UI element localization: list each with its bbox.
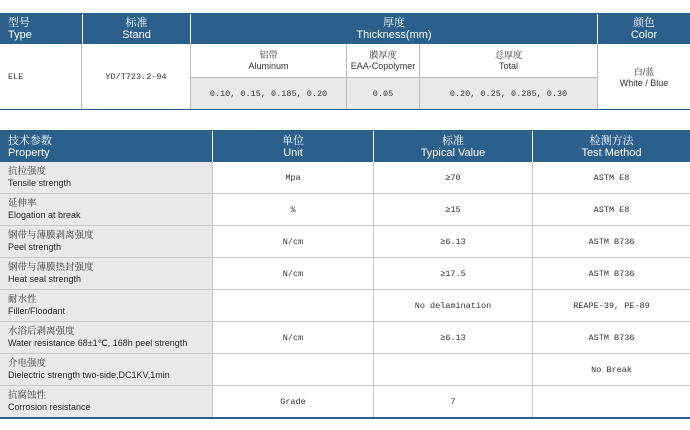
unit-cell: Mpa: [213, 162, 374, 193]
header-typical-en: Typical Value: [420, 146, 486, 159]
header-type-en: Type: [8, 29, 32, 41]
table-row: [0, 386, 690, 419]
subheader-total-zh: 总厚度: [494, 49, 522, 60]
unit-cell: %: [213, 194, 374, 225]
header-color: [598, 14, 690, 44]
header-type-zh: 型号: [8, 17, 30, 29]
property-zh: 钢带与薄膜热封强度: [8, 262, 94, 273]
thickness-row: [0, 44, 690, 110]
property-en: Heat seal strength: [8, 274, 82, 284]
header-color-zh: 颜色: [633, 17, 655, 29]
subheader-aluminum-zh: 铝带: [259, 49, 278, 60]
copolymer-value-text: 0.05: [372, 88, 394, 99]
unit-cell: N/cm: [213, 226, 374, 257]
subheader-aluminum: [191, 44, 347, 77]
subheader-copolymer: [347, 44, 420, 77]
subheader-aluminum-en: Aluminum: [248, 60, 289, 71]
header-method-zh: 检测方法: [589, 134, 634, 147]
method-cell: ASTM B736: [588, 268, 635, 279]
property-table: [0, 130, 690, 419]
unit-cell: [213, 290, 374, 321]
table-row: [0, 258, 690, 290]
header-stand-en: Stand: [122, 29, 151, 41]
header-typical-zh: 标准: [442, 134, 464, 147]
method-cell: [533, 386, 690, 417]
header-thickness: [191, 14, 598, 44]
unit-cell: N/cm: [213, 258, 374, 289]
header-unit-zh: 单位: [282, 134, 304, 147]
header-method: [533, 131, 690, 162]
table-row: [0, 162, 690, 194]
method-cell: ASTM E8: [593, 204, 630, 215]
property-name: [0, 258, 213, 289]
aluminum-value-text: 0.10, 0.15, 0.185, 0.20: [209, 88, 328, 99]
thickness-table-header: [0, 14, 690, 44]
property-zh: 钢带与薄膜剥离强度: [8, 230, 94, 241]
typical-cell: ≥17.5: [374, 258, 533, 289]
header-property-en: Property: [8, 146, 50, 159]
color-value-en: White / Blue: [619, 78, 669, 88]
method-cell: ASTM E8: [593, 172, 630, 183]
subheader-total-en: Total: [498, 60, 518, 71]
table-row: [0, 194, 690, 226]
table-row: [0, 354, 690, 386]
header-property: [0, 131, 213, 162]
method-cell: REAPE-39, PE-89: [573, 300, 650, 311]
property-en: Peel strength: [8, 242, 62, 252]
typical-cell: No delamination: [374, 290, 533, 321]
table-row: [0, 322, 690, 354]
copolymer-value: [347, 78, 420, 109]
property-zh: 抗拉强度: [8, 166, 47, 177]
unit-cell: N/cm: [213, 322, 374, 353]
type-value: ELE: [0, 44, 82, 109]
property-name: [0, 226, 213, 257]
color-value-zh: 白/蓝: [633, 67, 655, 77]
property-en: Tensile strength: [8, 178, 72, 188]
unit-cell: [213, 354, 374, 385]
property-zh: 延伸率: [8, 198, 37, 209]
typical-cell: 7: [374, 386, 533, 417]
table-row: [0, 290, 690, 322]
header-color-en: Color: [630, 29, 658, 41]
method-cell: ASTM B736: [588, 236, 635, 247]
thickness-subheaders: [191, 44, 597, 78]
thickness-table: [0, 13, 690, 110]
property-name: [0, 386, 213, 417]
property-zh: 介电强度: [8, 358, 47, 369]
typical-cell: ≥6.13: [374, 322, 533, 353]
total-value-text: 0.20, 0.25, 0.285, 0.30: [449, 88, 568, 99]
property-rows: [0, 162, 690, 419]
unit-cell: Grade: [213, 386, 374, 417]
typical-cell: ≥6.13: [374, 226, 533, 257]
property-en: Water resistance 68±1℃, 168h peel strength: [8, 338, 188, 348]
method-cell: No Break: [591, 364, 632, 375]
property-name: [0, 322, 213, 353]
header-thickness-zh: 厚度: [383, 17, 405, 29]
header-unit-en: Unit: [283, 146, 303, 159]
total-value: [420, 78, 597, 109]
property-zh: 耐水性: [8, 294, 37, 305]
subheader-total: [420, 44, 597, 77]
thickness-cell: [191, 44, 598, 109]
header-typical: [374, 131, 533, 162]
method-cell: ASTM B736: [588, 332, 635, 343]
typical-cell: ≥15: [374, 194, 533, 225]
header-property-zh: 技术参数: [8, 134, 52, 147]
property-zh: 水浴后剥离强度: [8, 326, 75, 337]
property-name: [0, 194, 213, 225]
property-table-header: [0, 131, 690, 162]
header-type: [0, 14, 83, 44]
aluminum-value: [191, 78, 347, 109]
color-value: [598, 44, 690, 109]
header-stand-zh: 标准: [125, 17, 148, 29]
header-unit: [213, 131, 374, 162]
header-stand: [83, 14, 191, 44]
typical-cell: ≥70: [374, 162, 533, 193]
typical-cell: [374, 354, 533, 385]
property-en: Elogation at break: [8, 210, 81, 220]
property-name: [0, 162, 213, 193]
subheader-copolymer-en: EAA-Copolymer: [350, 60, 416, 71]
property-zh: 抗腐蚀性: [8, 390, 47, 401]
table-row: [0, 226, 690, 258]
thickness-values: [191, 78, 597, 109]
header-method-en: Test Method: [581, 146, 642, 159]
subheader-copolymer-zh: 膜厚度: [369, 49, 397, 60]
property-en: Filler/Floodant: [8, 306, 66, 316]
property-en: Dielectric strength two-side,DC1KV,1min: [8, 370, 170, 380]
header-thickness-en: Thickness(mm): [356, 29, 432, 41]
property-en: Corrosion resistance: [8, 402, 91, 412]
property-name: [0, 354, 213, 385]
stand-value: YD/T723.2-94: [82, 44, 191, 109]
property-name: [0, 290, 213, 321]
